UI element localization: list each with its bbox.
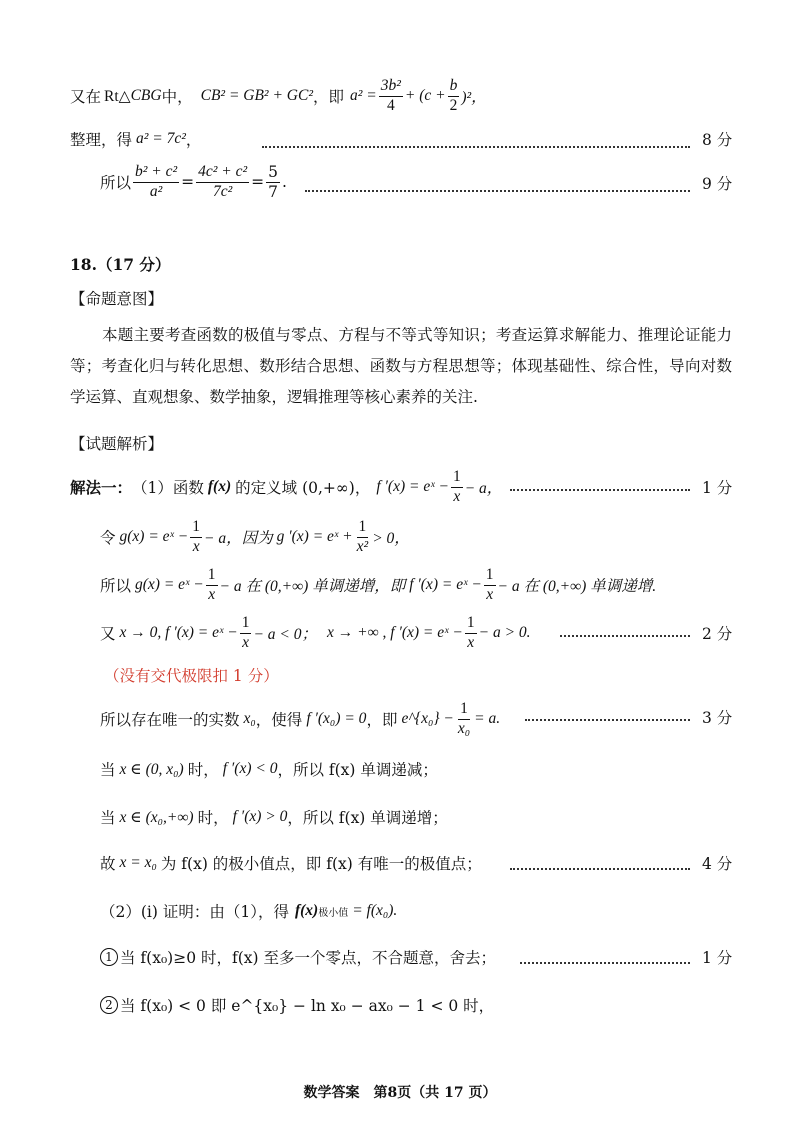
text: 的定义域 (0,+∞)，: [235, 479, 371, 497]
fraction: [448, 78, 460, 114]
equation: x → +∞ , f ′(x) = eˣ −: [327, 624, 463, 641]
equation: f ′(x) < 0: [222, 760, 278, 777]
text: （2）(i) 证明：由（1），得: [100, 903, 289, 921]
equation: − a < 0；: [253, 626, 318, 643]
fraction: [240, 615, 252, 651]
denominator: x²: [356, 537, 369, 555]
solution-line-8: [100, 852, 482, 874]
text: 整理，得: [70, 131, 133, 149]
text: ，所以 f(x) 单调递减；: [277, 761, 438, 779]
text: ，使得: [255, 711, 303, 729]
text: 所以: [100, 174, 132, 192]
text: 当: [100, 761, 116, 779]
case-2: [100, 994, 494, 1016]
equation: e^{x₀} −: [401, 710, 454, 727]
leader-dots: [262, 146, 690, 148]
numerator: 1: [206, 567, 218, 585]
text: 又在: [70, 88, 102, 106]
equation: x → 0, f ′(x) = eˣ −: [119, 624, 238, 641]
equation: x₀: [243, 710, 256, 727]
intent-paragraph: [70, 320, 732, 413]
equation: x ∈ (0, x₀): [119, 760, 184, 778]
section-heading: 【试题解析】: [70, 435, 164, 453]
score: 9 分: [702, 175, 733, 193]
leader-dots: [520, 962, 690, 964]
fraction: [451, 469, 463, 505]
text: 当 f(x₀) < 0 即 e^{x₀} − ln x₀ − ax₀ − 1 < 0 时，: [120, 997, 495, 1015]
text: 又: [100, 625, 116, 643]
equation: − a > 0.: [478, 624, 531, 641]
equation: f ′(x) = eˣ −: [376, 478, 449, 495]
equals: =: [181, 173, 195, 191]
score: 1 分: [702, 479, 733, 497]
equation: = f(x₀).: [352, 902, 398, 919]
text: 所以: [100, 577, 132, 595]
equals: =: [251, 173, 265, 191]
text: 本题主要考查函数的极值与零点、方程与不等式等知识；考查运算求解能力、推理论证能力等；考查化归与转化思想、数形结合思想、函数与方程思想等；体现基础性、综合性，导向对数学运算、直观想象、数学抽象，逻辑推理等核心素养的关注.: [70, 326, 732, 406]
method-label: 解法一：: [70, 478, 133, 497]
solution-line-6: [100, 758, 438, 780]
equation: − a 在 (0,+∞) 单调递增，即: [219, 578, 406, 595]
text: （1）函数: [132, 479, 204, 497]
line-ratio: [100, 158, 287, 206]
fraction: [206, 567, 218, 603]
equation: CB² = GB² + GC²: [200, 87, 313, 104]
equation: = a.: [474, 710, 501, 727]
line-simplify: [70, 126, 201, 152]
equation: g(x) = eˣ −: [135, 576, 204, 593]
fraction: [379, 78, 403, 114]
equation: − a，: [464, 480, 503, 497]
text: ，即: [312, 88, 344, 106]
text: Rt△: [104, 87, 131, 105]
score: 2 分: [702, 625, 733, 643]
fraction: [196, 164, 249, 200]
numerator: 4c² + c²: [196, 164, 249, 182]
equation: g ′(x) = eˣ +: [276, 528, 353, 545]
equation: )²，: [461, 89, 487, 106]
question-number: 18.（17 分）: [70, 255, 171, 274]
equation: + (c +: [404, 87, 446, 104]
text: ，所以 f(x) 单调递增；: [287, 809, 448, 827]
circled-number: 1: [100, 948, 118, 966]
circled-number: 2: [100, 996, 118, 1014]
text: 令: [100, 529, 116, 547]
equation: f(x): [294, 902, 319, 919]
equation: x = x₀: [119, 854, 157, 871]
fraction: [465, 615, 477, 651]
denominator: x: [242, 633, 250, 651]
numerator: 1: [240, 615, 252, 633]
denominator: x₀: [457, 719, 471, 737]
text: 所以存在唯一的实数: [100, 711, 240, 729]
text: 当 f(x₀)≥0 时，f(x) 至多一个零点，不合题意，舍去；: [120, 949, 496, 967]
denominator: 4: [386, 96, 395, 114]
denominator: x: [208, 585, 216, 603]
denominator: a²: [149, 182, 163, 200]
numerator: 1: [451, 469, 463, 487]
equation: f ′(x) = eˣ −: [409, 576, 482, 593]
text: ，即: [366, 711, 398, 729]
text: 当: [100, 809, 116, 827]
leader-dots: [510, 489, 690, 491]
solution-line-7: [100, 806, 448, 828]
solution-line-3: [100, 564, 656, 606]
text: CBG: [130, 87, 162, 104]
equation: x ∈ (x₀,+∞): [119, 808, 194, 826]
denominator: 2: [449, 96, 458, 114]
text: 故: [100, 855, 116, 873]
numerator: 1: [484, 567, 496, 585]
subscript: 极小值: [318, 907, 349, 919]
case-1: [100, 946, 496, 968]
equation: a² =: [350, 87, 377, 104]
score: 8 分: [702, 131, 733, 149]
score: 3 分: [702, 709, 733, 727]
numerator: b: [448, 78, 460, 96]
equation: − a，因为: [204, 530, 273, 547]
leader-dots: [305, 190, 690, 192]
text: ，: [185, 131, 202, 149]
solution-line-4: [100, 612, 531, 654]
section-heading: 【命题意图】: [70, 290, 164, 308]
fraction: [355, 519, 371, 555]
text: 时，: [187, 761, 219, 779]
solution-line-5: [100, 696, 500, 742]
fraction: [133, 164, 179, 200]
part-2-heading: [100, 900, 397, 922]
text: 中，: [161, 88, 193, 106]
fraction: [456, 701, 472, 737]
numerator: b² + c²: [133, 164, 179, 182]
denominator: x: [453, 487, 461, 505]
numerator: 1: [357, 519, 369, 537]
numerator: 5: [268, 163, 279, 182]
numerator: 3b²: [379, 78, 403, 96]
leader-dots: [560, 635, 690, 637]
equation: f ′(x) > 0: [232, 808, 288, 825]
fraction: [266, 164, 280, 200]
leader-dots: [525, 719, 690, 721]
denominator: x: [486, 585, 494, 603]
line-rt-triangle: [70, 74, 487, 118]
equation: > 0，: [372, 530, 410, 547]
equation: f ′(x₀) = 0: [306, 710, 367, 727]
equation: − a 在 (0,+∞) 单调递增.: [497, 578, 657, 595]
text: 时，: [197, 809, 229, 827]
page-footer: 数学答案 第8页（共 17 页）: [303, 1085, 497, 1101]
fraction: [484, 567, 496, 603]
period: .: [282, 173, 287, 191]
numerator: 1: [465, 615, 477, 633]
score: 1 分: [702, 949, 733, 967]
numerator: 1: [458, 701, 470, 719]
equation: f(x): [207, 478, 232, 495]
denominator: x: [467, 633, 475, 651]
denominator: x: [192, 537, 200, 555]
denominator: 7: [268, 182, 279, 201]
deduction-note: （没有交代极限扣 1 分）: [104, 667, 279, 685]
fraction: [190, 519, 202, 555]
equation: a² = 7c²: [136, 130, 186, 147]
leader-dots: [510, 868, 690, 870]
score: 4 分: [702, 855, 733, 873]
denominator: 7c²: [213, 182, 233, 200]
equation: g(x) = eˣ −: [119, 528, 189, 545]
solution-line-1: [70, 466, 502, 508]
solution-line-2: [100, 516, 410, 558]
text: 为 f(x) 的极小值点，即 f(x) 有唯一的极值点；: [160, 855, 482, 873]
numerator: 1: [190, 519, 202, 537]
